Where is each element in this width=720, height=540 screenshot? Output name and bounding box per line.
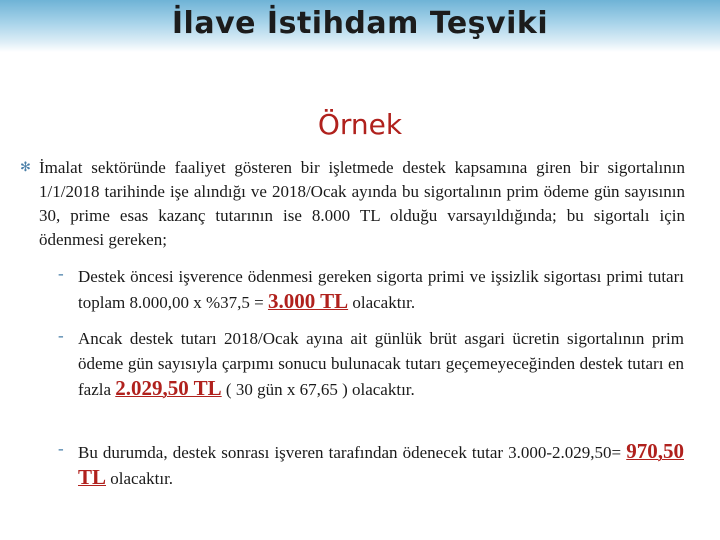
item-text-end: olacaktır. [348, 293, 416, 312]
slide-title: İlave İstihdam Teşviki [171, 6, 549, 41]
item-text: Bu durumda, destek sonrası işveren tarafından ödenecek tutar 3.000-2.029,50= [78, 443, 627, 462]
item-text: Destek öncesi işverence ödenmesi gereken sigorta primi ve işsizlik sigortası primi tutarı toplam 8.000,00 x %37,5 = [78, 267, 684, 312]
list-item [78, 264, 684, 315]
item-text: Ancak destek tutarı 2018/Ocak ayına ait günlük brüt asgari ücretin sigortalının prim ödeme gün sayısıyla çarpımı sonucu bulunacak tutarı geçemeyeceğinden destek tutarı en fazla [78, 329, 684, 399]
list-item [78, 326, 684, 402]
amount-highlight: 3.000 TL [267, 289, 349, 313]
list-item [78, 439, 684, 491]
item-text-end: olacaktır. [106, 469, 174, 488]
dash-marker: - [58, 264, 64, 283]
slide-subtitle: Örnek [317, 108, 403, 141]
dash-marker: - [58, 439, 64, 458]
item-text-end: ( 30 gün x 67,65 ) olacaktır. [221, 380, 415, 399]
main-bullet-text: İmalat sektöründe faaliyet gösteren bir işletmede destek kapsamına giren bir sigortalının 1/1/2018 tarihinde işe alındığı ve 2018/Ocak ayında bu sigortalının prim ödeme gün sayısının 30, prime esas kazanç tutarının ise 8.000 TL olduğu varsayıldığında; bu sigortalı için ödenmesi gereken; [39, 158, 685, 249]
amount-highlight: 970,50 TL [78, 439, 684, 489]
amount-highlight: 2.029,50 TL [115, 376, 222, 400]
dash-marker: - [58, 326, 64, 345]
asterisk-bullet-icon: ✻ [20, 160, 31, 175]
